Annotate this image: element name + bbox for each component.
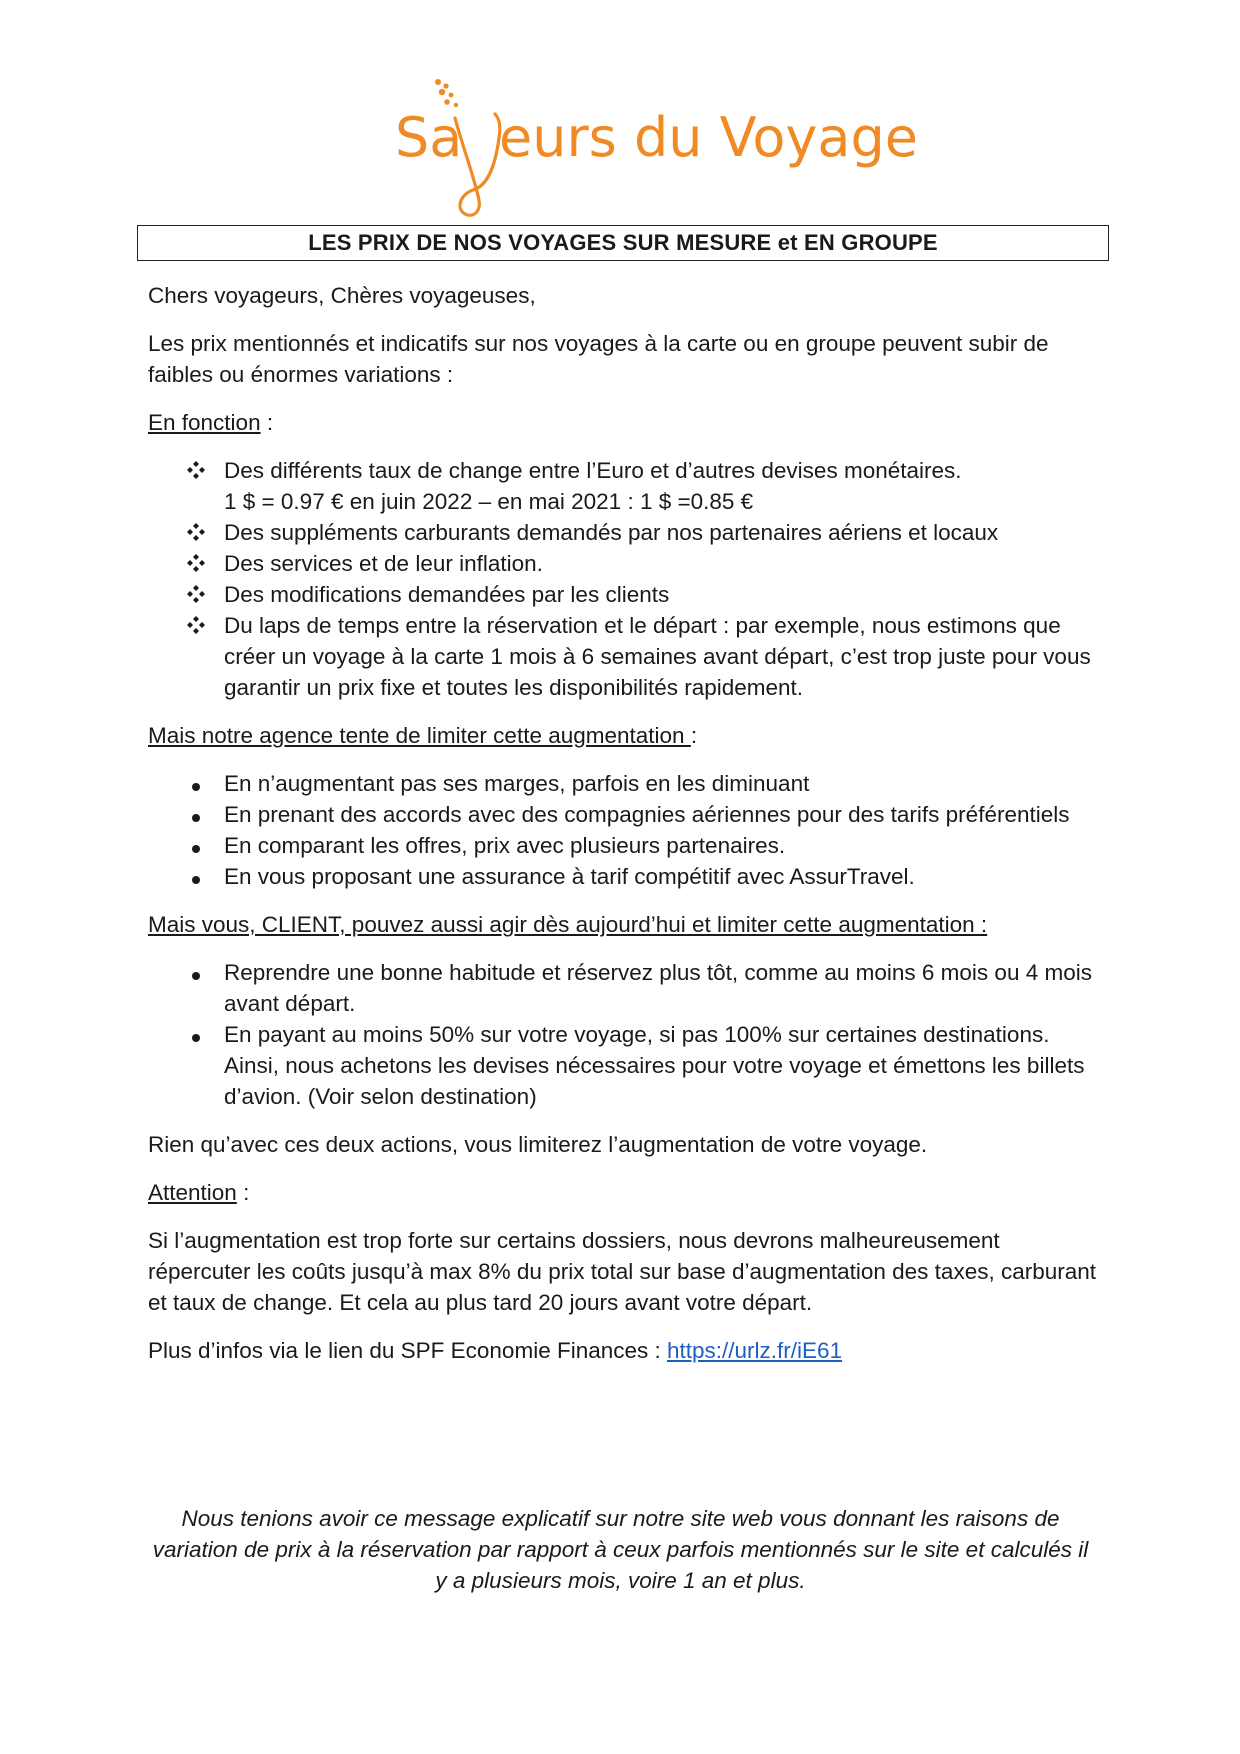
- attention-heading-text: Attention: [148, 1180, 237, 1205]
- list-item-text: Des suppléments carburants demandés par nos partenaires aériens et locaux: [224, 520, 999, 545]
- bullet-dot-icon: [184, 957, 208, 988]
- bullet-dot-icon: [184, 768, 208, 799]
- section-heading-en-fonction: [148, 407, 1108, 438]
- section-heading-text: En fonction: [148, 410, 261, 435]
- bullet-dot-icon: [184, 830, 208, 861]
- list-item-text: En vous proposant une assurance à tarif compétitif avec AssurTravel.: [224, 864, 915, 889]
- list-item: [148, 830, 1108, 861]
- svg-text:Sa: Sa: [395, 106, 463, 169]
- bullet-dot-icon: [184, 861, 208, 892]
- client-actions-list: [148, 957, 1108, 1112]
- svg-text:eurs du Voyage: eurs du Voyage: [499, 106, 918, 169]
- closing-message: Nous tenions avoir ce message explicatif sur notre site web vous donnant les raisons de variation de prix à la réservation par rapport à ceux parfois mentionnés sur le site et calculés il y a plusieurs mois, voire 1 an et plus.: [152, 1506, 1089, 1593]
- diamond-bullet-icon: [184, 548, 208, 581]
- conclusion-paragraph: Rien qu’avec ces deux actions, vous limiterez l’augmentation de votre voyage.: [148, 1132, 928, 1157]
- list-item: [148, 861, 1108, 892]
- list-item: [148, 455, 1108, 517]
- list-item-text: En n’augmentant pas ses marges, parfois en les diminuant: [224, 771, 810, 796]
- list-item: [148, 579, 1108, 610]
- diamond-bullet-icon: [184, 579, 208, 612]
- section-heading-text: Mais vous, CLIENT, pouvez aussi agir dès aujourd’hui et limiter cette augmentation :: [148, 912, 988, 937]
- list-item-text: 1 $ = 0.97 € en juin 2022 – en mai 2021 : 1 $ =0.85 €: [224, 489, 754, 514]
- diamond-bullet-icon: [184, 517, 208, 550]
- bullet-dot-icon: [184, 799, 208, 830]
- diamond-bullet-icon: [184, 610, 208, 643]
- list-item-text: En comparant les offres, prix avec plusieurs partenaires.: [224, 833, 786, 858]
- list-item-text: En payant au moins 50% sur votre voyage, si pas 100% sur certaines destinations. Ainsi, nous achetons les devises nécessaires pour votre voyage et émettons les billets d’avion. (Voir selon destination): [224, 1022, 1085, 1109]
- attention-paragraph: Si l’augmentation est trop forte sur certains dossiers, nous devrons malheureusement répercuter les coûts jusqu’à max 8% du prix total sur base d’augmentation des taxes, carburant et taux de change. Et cela au plus tard 20 jours avant votre départ.: [148, 1228, 1097, 1315]
- section-heading-client: [148, 909, 1108, 940]
- list-item: [148, 957, 1108, 1019]
- list-item-text: Des services et de leur inflation.: [224, 551, 543, 576]
- attention-heading-suffix: :: [236, 1180, 250, 1205]
- section-heading-suffix: :: [690, 723, 698, 748]
- diamond-bullet-icon: [184, 455, 208, 488]
- spf-economie-link[interactable]: https://urlz.fr/iE61: [667, 1338, 843, 1363]
- list-item: [148, 517, 1108, 548]
- list-item-text: Des différents taux de change entre l’Euro et d’autres devises monétaires.: [224, 458, 962, 483]
- list-item: [148, 799, 1108, 830]
- more-info-paragraph: [148, 1335, 1108, 1366]
- brand-logo: [395, 78, 918, 220]
- document-body: [148, 280, 1108, 1383]
- bullet-dot-icon: [184, 1019, 208, 1050]
- section-heading-text: Mais notre agence tente de limiter cette augmentation: [148, 723, 691, 748]
- greeting: Chers voyageurs, Chères voyageuses,: [148, 283, 536, 308]
- list-item: [148, 548, 1108, 579]
- list-item: [148, 1019, 1108, 1112]
- factors-list: [148, 455, 1108, 703]
- document-title: LES PRIX DE NOS VOYAGES SUR MESURE et EN GROUPE: [137, 225, 1109, 261]
- logo-graphic: [395, 78, 918, 220]
- list-item: [148, 768, 1108, 799]
- list-item-text: En prenant des accords avec des compagnies aériennes pour des tarifs préférentiels: [224, 802, 1070, 827]
- list-item-text: Du laps de temps entre la réservation et le départ : par exemple, nous estimons que créer un voyage à la carte 1 mois à 6 semaines avant départ, c’est trop juste pour vous garantir un prix fixe et toutes les disponibilités rapidement.: [224, 613, 1091, 700]
- section-heading-agency: [148, 720, 1108, 751]
- more-info-text: Plus d’infos via le lien du SPF Economie Finances :: [148, 1338, 668, 1363]
- agency-actions-list: [148, 768, 1108, 892]
- section-heading-suffix: :: [260, 410, 274, 435]
- list-item-text: Des modifications demandées par les clients: [224, 582, 670, 607]
- list-item-text: Reprendre une bonne habitude et réservez plus tôt, comme au moins 6 mois ou 4 mois avant départ.: [224, 960, 1092, 1016]
- list-item: [148, 610, 1108, 703]
- intro-paragraph: Les prix mentionnés et indicatifs sur nos voyages à la carte ou en groupe peuvent subir de faibles ou énormes variations :: [148, 331, 1049, 387]
- attention-heading: [148, 1177, 1108, 1208]
